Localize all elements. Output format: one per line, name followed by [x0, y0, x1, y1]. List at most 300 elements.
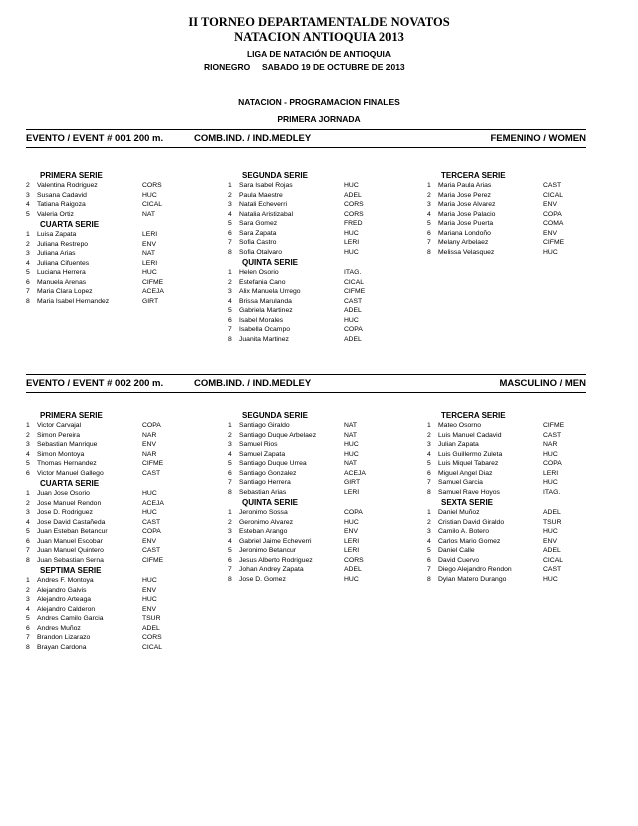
- swimmer-row: [427, 219, 607, 229]
- club-code: NAT: [142, 250, 156, 257]
- swimmer-name: Victor Carvajal: [37, 422, 82, 429]
- club-code: ADEL: [142, 624, 160, 632]
- swimmer-name: Maria Isabel Hernandez: [37, 297, 110, 305]
- lane-number: 3: [26, 509, 30, 516]
- lane-number: 4: [427, 450, 431, 458]
- club-code: CICAL: [543, 556, 564, 564]
- club-code: NAT: [344, 431, 358, 439]
- swimmer-row: [228, 469, 408, 479]
- swimmer-row: [228, 268, 408, 278]
- lane-number: 5: [26, 269, 30, 276]
- heat-title: SEPTIMA SERIE: [40, 566, 102, 575]
- city-name: RIONEGRO: [204, 62, 251, 72]
- heat-column: [26, 410, 206, 652]
- lane-number: 5: [228, 547, 232, 554]
- lane-number: 5: [26, 615, 30, 622]
- club-code: HUC: [344, 575, 359, 583]
- club-code: HUC: [142, 269, 157, 276]
- swimmer-name: Andres Camilo Garcia: [37, 615, 104, 622]
- club-code: CICAL: [543, 191, 564, 199]
- lane-number: 5: [427, 460, 431, 467]
- lane-number: 4: [26, 201, 30, 208]
- lane-number: 8: [26, 643, 30, 651]
- heat-title: QUINTA SERIE: [242, 498, 299, 507]
- swimmer-name: Johan Andrey Zapata: [239, 566, 304, 573]
- swimmer-name: Gabriel Jaime Echeverri: [239, 537, 312, 545]
- swimmer-name: Maria Clara Lopez: [37, 288, 93, 295]
- club-code: COPA: [142, 528, 161, 535]
- club-code: NAR: [142, 431, 157, 439]
- lane-number: 2: [427, 518, 431, 526]
- lane-number: 5: [26, 528, 30, 535]
- club-code: LERI: [142, 231, 158, 238]
- swimmer-name: Simon Pereira: [37, 431, 81, 439]
- club-code: LERI: [344, 488, 360, 496]
- swimmer-row: [427, 440, 607, 450]
- swimmer-row: [26, 450, 206, 460]
- swimmer-name: Santiago Duque Arbelaez: [239, 431, 317, 439]
- swimmer-name: Sebastian Arias: [239, 488, 287, 496]
- club-code: NAR: [543, 441, 558, 448]
- club-code: CICAL: [344, 278, 365, 286]
- swimmer-name: Gabriela Martinez: [239, 307, 293, 314]
- swimmer-row: [26, 527, 206, 537]
- swimmer-name: Maria Paula Arias: [438, 182, 492, 189]
- club-code: CIFME: [142, 278, 164, 286]
- lane-number: 3: [228, 528, 232, 535]
- lane-number: 5: [26, 460, 30, 467]
- swimmer-name: Samuel Rave Hoyos: [438, 488, 500, 496]
- club-code: CORS: [344, 210, 364, 218]
- lane-number: 6: [26, 537, 30, 545]
- swimmer-name: Jose David Castañeda: [37, 518, 106, 526]
- club-code: HUC: [543, 575, 558, 583]
- club-code: HUC: [344, 316, 359, 324]
- swimmer-name: Jose D. Gomez: [239, 575, 286, 583]
- club-code: CORS: [142, 182, 162, 189]
- swimmer-name: Susana Cadavid: [37, 191, 87, 199]
- lane-number: 3: [427, 441, 431, 448]
- swimmer-row: [26, 459, 206, 469]
- club-code: FRED: [344, 220, 363, 227]
- swimmer-row: [427, 248, 607, 258]
- club-code: ENV: [543, 537, 557, 545]
- swimmer-row: [26, 249, 206, 259]
- club-code: ACEJA: [344, 469, 366, 477]
- lane-number: 8: [228, 335, 232, 343]
- swimmer-row: [26, 287, 206, 297]
- club-code: ITAG.: [543, 488, 561, 496]
- lane-number: 2: [26, 499, 30, 507]
- swimmer-name: Luis Guillermo Zuleta: [438, 450, 503, 458]
- swimmer-row: [228, 238, 408, 248]
- swimmer-name: Maria Jose Palacio: [438, 210, 496, 218]
- lane-number: 3: [427, 528, 431, 535]
- lane-number: 6: [427, 469, 431, 477]
- swimmer-row: [427, 518, 607, 528]
- swimmer-row: [228, 518, 408, 528]
- swimmer-name: Juan Esteban Betancur: [37, 528, 108, 535]
- club-code: HUC: [344, 450, 359, 458]
- lane-number: 1: [26, 231, 30, 238]
- club-code: HUC: [344, 518, 359, 526]
- swimmer-row: [427, 181, 607, 191]
- lane-number: 3: [26, 596, 30, 603]
- swimmer-row: [427, 565, 607, 575]
- lane-number: 7: [228, 566, 232, 573]
- swimmer-row: [26, 489, 206, 499]
- lane-number: 6: [26, 624, 30, 632]
- lane-number: 4: [26, 605, 30, 613]
- swimmer-name: Natalia Aristizabal: [239, 210, 294, 218]
- swimmer-row: [26, 268, 206, 278]
- swimmer-name: Carlos Mario Gomez: [438, 537, 501, 545]
- swimmer-row: [427, 556, 607, 566]
- swimmer-row: [26, 191, 206, 201]
- lane-number: 4: [228, 210, 232, 218]
- club-code: ENV: [142, 537, 156, 545]
- swimmer-name: Samuel Zapata: [239, 450, 286, 458]
- club-code: ADEL: [543, 509, 561, 516]
- lane-number: 1: [427, 182, 431, 189]
- club-code: HUC: [344, 182, 359, 189]
- heat-column: [228, 410, 408, 584]
- swimmer-row: [228, 248, 408, 258]
- club-code: CORS: [142, 634, 162, 641]
- lane-number: 2: [228, 191, 232, 199]
- swimmer-row: [26, 576, 206, 586]
- event-style: COMB.IND. / IND.MEDLEY: [194, 378, 312, 389]
- lane-number: 1: [228, 269, 232, 276]
- swimmer-row: [228, 181, 408, 191]
- swimmer-row: [427, 229, 607, 239]
- lane-number: 6: [228, 229, 232, 237]
- swimmer-name: Valentina Rodriguez: [37, 182, 98, 189]
- club-code: HUC: [344, 248, 359, 256]
- swimmer-name: Melissa Velasquez: [438, 248, 495, 256]
- club-code: GIRT: [142, 297, 159, 305]
- swimmer-row: [228, 229, 408, 239]
- swimmer-row: [427, 537, 607, 547]
- swimmer-name: Santiago Herrera: [239, 479, 291, 486]
- lane-number: 8: [427, 488, 431, 496]
- swimmer-row: [26, 297, 206, 307]
- lane-number: 3: [26, 191, 30, 199]
- club-code: GIRT: [344, 479, 361, 486]
- lane-number: 5: [228, 220, 232, 227]
- lane-number: 8: [427, 248, 431, 256]
- swimmer-row: [26, 431, 206, 441]
- club-code: NAT: [344, 422, 358, 429]
- lane-number: 6: [228, 469, 232, 477]
- club-code: CICAL: [142, 643, 163, 651]
- swimmer-row: [228, 210, 408, 220]
- club-code: HUC: [543, 450, 558, 458]
- swimmer-row: [26, 624, 206, 634]
- lane-number: 5: [427, 547, 431, 554]
- swimmer-row: [26, 230, 206, 240]
- swimmer-name: Juan Manuel Quintero: [37, 547, 104, 554]
- lane-number: 6: [228, 556, 232, 564]
- swimmer-row: [228, 306, 408, 316]
- heat-title: SEGUNDA SERIE: [242, 411, 308, 420]
- club-code: HUC: [344, 229, 359, 237]
- club-code: ENV: [344, 528, 358, 535]
- lane-number: 2: [26, 240, 30, 248]
- swimmer-name: Samuel Rios: [239, 441, 278, 448]
- lane-number: 3: [26, 441, 30, 448]
- swimmer-name: Isabel Morales: [239, 316, 284, 324]
- swimmer-name: Luis Miquel Tabarez: [438, 460, 499, 467]
- swimmer-name: Geronimo Alvarez: [239, 518, 294, 526]
- heat-title: TERCERA SERIE: [441, 411, 506, 420]
- club-code: HUC: [142, 191, 157, 199]
- league-name: LIGA DE NATACIÓN DE ANTIOQUIA: [246, 49, 392, 59]
- lane-number: 3: [228, 201, 232, 208]
- lane-number: 5: [228, 460, 232, 467]
- swimmer-row: [228, 440, 408, 450]
- swimmer-row: [427, 238, 607, 248]
- lane-number: 7: [26, 547, 30, 554]
- lane-number: 7: [228, 326, 232, 333]
- club-code: NAR: [142, 450, 157, 458]
- swimmer-row: [26, 518, 206, 528]
- swimmer-row: [228, 537, 408, 547]
- swimmer-row: [228, 278, 408, 288]
- swimmer-row: [26, 259, 206, 269]
- club-code: CAST: [543, 182, 562, 189]
- lane-number: 7: [427, 566, 431, 573]
- swimmer-row: [26, 421, 206, 431]
- swimmer-name: Daniel Calle: [438, 547, 475, 554]
- swimmer-name: Thomas Hernandez: [37, 460, 97, 467]
- lane-number: 8: [228, 575, 232, 583]
- swimmer-name: Alejandro Galvis: [37, 586, 87, 594]
- heat-column: [427, 170, 607, 257]
- club-code: CAST: [543, 431, 562, 439]
- swimmer-row: [427, 575, 607, 585]
- club-code: TSUR: [142, 615, 161, 622]
- event-style: COMB.IND. / IND.MEDLEY: [194, 133, 312, 144]
- club-code: ADEL: [344, 307, 362, 314]
- event-header: [26, 132, 586, 146]
- club-code: ADEL: [344, 191, 362, 199]
- lane-number: 2: [427, 431, 431, 439]
- club-code: LERI: [344, 537, 360, 545]
- swimmer-row: [26, 595, 206, 605]
- club-code: CICAL: [142, 201, 163, 208]
- club-code: COPA: [344, 509, 363, 516]
- swimmer-row: [427, 450, 607, 460]
- swimmer-row: [228, 200, 408, 210]
- swimmer-row: [26, 440, 206, 450]
- event-date: SABADO 19 DE OCTUBRE DE 2013: [262, 62, 405, 72]
- swimmer-name: Luis Manuel Cadavid: [438, 431, 502, 439]
- swimmer-row: [26, 181, 206, 191]
- swimmer-name: Esteban Arango: [239, 528, 288, 535]
- lane-number: 6: [427, 556, 431, 564]
- heat-column: [427, 410, 607, 584]
- event-category: MASCULINO / MEN: [499, 378, 586, 389]
- lane-number: 7: [228, 479, 232, 486]
- swimmer-name: Juan Sebastian Serna: [37, 556, 104, 564]
- lane-number: 8: [427, 575, 431, 583]
- lane-number: 7: [427, 479, 431, 486]
- swimmer-name: Maria Jose Puerta: [438, 220, 494, 227]
- lane-number: 4: [26, 518, 30, 526]
- swimmer-name: Maria Jose Perez: [438, 191, 491, 199]
- heat-title: PRIMERA SERIE: [40, 411, 103, 420]
- swimmer-name: Juan Jose Osorio: [37, 490, 90, 497]
- swimmer-row: [26, 546, 206, 556]
- lane-number: 8: [26, 297, 30, 305]
- club-code: LERI: [344, 547, 360, 554]
- swimmer-row: [26, 200, 206, 210]
- swimmer-name: Andres Muñoz: [37, 624, 81, 632]
- club-code: CORS: [344, 201, 364, 208]
- session-title: PRIMERA JORNADA: [277, 114, 361, 124]
- lane-number: 4: [228, 537, 232, 545]
- swimmer-row: [427, 431, 607, 441]
- swimmer-row: [228, 478, 408, 488]
- swimmer-name: Juan Manuel Escobar: [37, 537, 103, 545]
- club-code: ACEJA: [142, 499, 164, 507]
- swimmer-row: [427, 421, 607, 431]
- swimmer-name: Santiago Gonzalez: [239, 469, 297, 477]
- club-code: LERI: [344, 239, 360, 246]
- club-code: ENV: [142, 605, 156, 613]
- swimmer-name: Jeronimo Sossa: [239, 509, 288, 516]
- lane-number: 6: [26, 278, 30, 286]
- heat-title: SEGUNDA SERIE: [242, 171, 308, 180]
- swimmer-name: Luisa Zapata: [37, 231, 77, 238]
- swimmer-name: Helen Osorio: [239, 269, 279, 276]
- heat-title: CUARTA SERIE: [40, 479, 100, 488]
- heat-column: [26, 170, 206, 306]
- club-code: ENV: [543, 229, 557, 237]
- lane-number: 1: [228, 509, 232, 516]
- swimmer-name: Luciana Herrera: [37, 269, 86, 276]
- swimmer-name: Manuela Arenas: [37, 278, 87, 286]
- heat-title: PRIMERA SERIE: [40, 171, 103, 180]
- lane-number: 8: [228, 248, 232, 256]
- swimmer-row: [228, 527, 408, 537]
- swimmer-row: [228, 421, 408, 431]
- lane-number: 4: [26, 450, 30, 458]
- lane-number: 3: [427, 201, 431, 208]
- club-code: CIFME: [344, 288, 366, 295]
- lane-number: 1: [26, 422, 30, 429]
- heat-title: SEXTA SERIE: [441, 498, 494, 507]
- divider: [26, 392, 586, 393]
- swimmer-row: [228, 546, 408, 556]
- swimmer-row: [26, 614, 206, 624]
- club-code: ADEL: [344, 566, 362, 573]
- swimmer-name: Isabella Ocampo: [239, 326, 291, 333]
- swimmer-name: Mariana Londoño: [438, 229, 491, 237]
- club-code: ADEL: [543, 547, 561, 554]
- swimmer-name: Jeronimo Betancur: [239, 547, 297, 554]
- club-code: CAST: [142, 469, 161, 477]
- document-title: II TORNEO DEPARTAMENTALDE NOVATOS: [188, 15, 450, 29]
- club-code: ENV: [142, 441, 156, 448]
- swimmer-row: [26, 556, 206, 566]
- club-code: CAST: [344, 297, 363, 305]
- swimmer-row: [26, 605, 206, 615]
- swimmer-row: [26, 537, 206, 547]
- lane-number: 5: [26, 210, 30, 218]
- swimmer-name: Alix Manuela Urrego: [239, 288, 301, 295]
- lane-number: 3: [228, 288, 232, 295]
- event-label: EVENTO / EVENT # 001 200 m.: [26, 133, 164, 144]
- club-code: COPA: [543, 460, 562, 467]
- program-title: NATACION - PROGRAMACION FINALES: [238, 97, 400, 107]
- swimmer-name: Jesus Alberto Rodriguez: [239, 556, 313, 564]
- lane-number: 3: [26, 250, 30, 257]
- lane-number: 4: [228, 450, 232, 458]
- lane-number: 1: [26, 490, 30, 497]
- swimmer-name: Mateo Osorno: [438, 422, 482, 429]
- club-code: CORS: [344, 556, 364, 564]
- club-code: HUC: [344, 441, 359, 448]
- swimmer-name: Sofia Castro: [239, 239, 277, 246]
- club-code: NAT: [344, 460, 358, 467]
- swimmer-row: [26, 643, 206, 653]
- divider: [26, 129, 586, 130]
- lane-number: 2: [427, 191, 431, 199]
- swimmer-name: Estefania Cano: [239, 278, 286, 286]
- lane-number: 6: [26, 469, 30, 477]
- swimmer-row: [26, 633, 206, 643]
- swimmer-name: Juliana Cifuentes: [37, 259, 90, 267]
- heat-title: QUINTA SERIE: [242, 258, 299, 267]
- club-code: COPA: [142, 422, 161, 429]
- swimmer-row: [427, 508, 607, 518]
- club-code: HUC: [142, 577, 157, 584]
- swimmer-row: [228, 488, 408, 498]
- lane-number: 5: [228, 307, 232, 314]
- lane-number: 4: [427, 210, 431, 218]
- swimmer-row: [26, 210, 206, 220]
- club-code: ENV: [142, 240, 156, 248]
- swimmer-row: [228, 297, 408, 307]
- club-code: TSUR: [543, 518, 562, 526]
- divider: [26, 147, 586, 148]
- club-code: ENV: [543, 201, 557, 208]
- club-code: ACEJA: [142, 288, 164, 295]
- lane-number: 3: [228, 441, 232, 448]
- lane-number: 2: [228, 278, 232, 286]
- swimmer-name: Tatiana Raigoza: [37, 201, 86, 208]
- event-category: FEMENINO / WOMEN: [490, 133, 586, 144]
- swimmer-name: Simon Montoya: [37, 450, 85, 458]
- swimmer-row: [427, 546, 607, 556]
- swimmer-name: Samuel Garcia: [438, 479, 483, 486]
- swimmer-row: [427, 200, 607, 210]
- club-code: HUC: [142, 490, 157, 497]
- heat-title: TERCERA SERIE: [441, 171, 506, 180]
- swimmer-name: Alejandro Calderon: [37, 605, 96, 613]
- swimmer-name: Brandon Lizarazo: [37, 634, 91, 641]
- club-code: ENV: [142, 586, 156, 594]
- club-code: CAST: [142, 518, 161, 526]
- club-code: COPA: [543, 210, 562, 218]
- swimmer-name: Sofia Otalvaro: [239, 248, 283, 256]
- lane-number: 5: [427, 220, 431, 227]
- swimmer-row: [427, 459, 607, 469]
- swimmer-row: [26, 586, 206, 596]
- club-code: COMA: [543, 220, 564, 227]
